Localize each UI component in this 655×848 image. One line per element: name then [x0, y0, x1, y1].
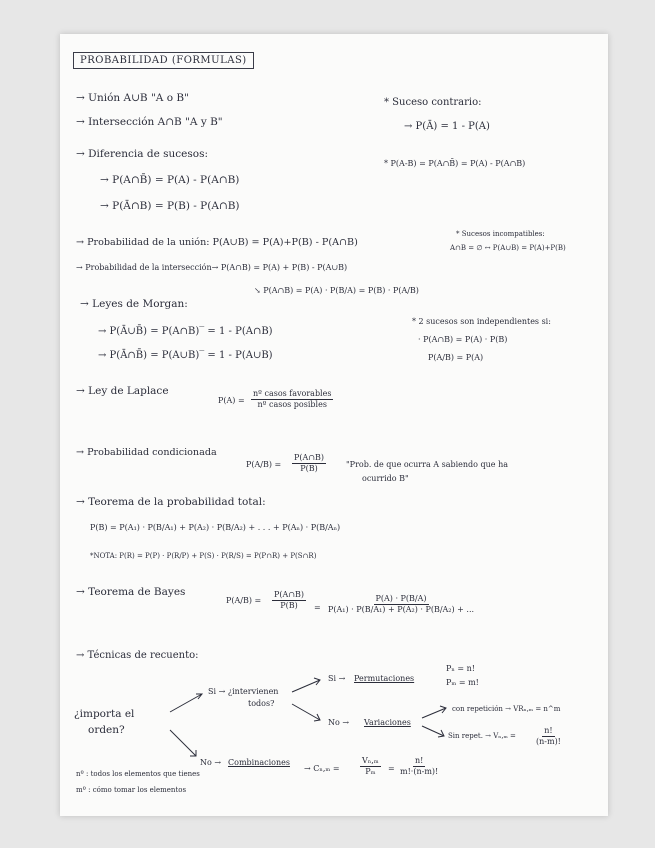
incompatibles-title: * Sucesos incompatibles: [456, 230, 545, 238]
contrario-formula: → P(Ā) = 1 - P(A) [404, 121, 490, 132]
bayes-numerator-2: P(A) · P(B/A) [375, 594, 427, 603]
combinaciones-fraction-2 [398, 756, 440, 776]
total-heading: → Teorema de la probabilidad total: [76, 496, 266, 508]
contrario-title: * Suceso contrario: [384, 97, 482, 108]
incompatibles-formula: A∩B = ∅ ↔ P(A∪B) = P(A)+P(B) [450, 244, 566, 252]
condicionada-denominator: P(B) [300, 463, 318, 473]
combinaciones-formula: → Cₙ,ₘ = [304, 764, 340, 773]
variaciones-denominator: (n-m)! [536, 736, 561, 746]
combinaciones-label: Combinaciones [228, 758, 290, 767]
union-line: → Unión A∪B "A o B" [76, 92, 189, 104]
variaciones-label: Variaciones [364, 718, 411, 727]
morgan-formula-1: → P(Ā∪B̄) = P(A∩B)‾ = 1 - P(A∩B) [98, 326, 273, 337]
condicionada-heading: → Probabilidad condicionada [76, 447, 217, 458]
laplace-denominator: nº casos posibles [257, 399, 327, 409]
laplace-lhs: P(A) = [218, 396, 245, 405]
condicionada-numerator: P(A∩B) [294, 453, 324, 462]
independientes-formula-2: P(A/B) = P(A) [428, 353, 484, 362]
morgan-heading: → Leyes de Morgan: [80, 298, 188, 310]
variaciones-numerator: n! [544, 726, 553, 735]
page-title: PROBABILIDAD (FORMULAS) [73, 52, 254, 69]
condicionada-note-2: ocurrido B" [362, 474, 409, 483]
independientes-formula-1: · P(A∩B) = P(A) · P(B) [418, 335, 508, 344]
condicionada-lhs: P(A/B) = [246, 460, 282, 469]
bayes-fraction-1 [272, 590, 306, 610]
combinaciones-numerator-1: Vₙ,ₘ [362, 756, 379, 765]
laplace-fraction [251, 389, 333, 409]
bayes-numerator-1: P(A∩B) [274, 590, 304, 599]
laplace-numerator: nº casos favorables [253, 389, 332, 398]
morgan-formula-2: → P(Ā∩B̄) = P(A∪B)‾ = 1 - P(A∪B) [98, 350, 273, 361]
combinaciones-denominator-2: m!·(n-m)! [400, 766, 439, 776]
total-nota: *NOTA: P(R) = P(P) · P(R/P) + P(S) · P(R/S) = P(P∩R) + P(S∩R) [90, 552, 317, 560]
permutaciones-formula-2: Pₘ = m! [446, 678, 479, 687]
combinaciones-equals: = [388, 764, 395, 773]
combinaciones-no: No → [200, 758, 222, 767]
variaciones-sin-repeticion: Sin repet. → Vₙ,ₘ = [448, 732, 516, 740]
condicionada-fraction [292, 453, 326, 473]
permutaciones-si: Si → [328, 674, 346, 683]
bayes-lhs: P(A/B) = [226, 596, 262, 605]
bayes-denominator-1: P(B) [280, 600, 298, 610]
si-intervienen-todos: todos? [248, 699, 275, 708]
prob-union-line: → Probabilidad de la unión: P(A∪B) = P(A)+P(B) - P(A∩B) [76, 237, 358, 248]
combinaciones-denominator-1: Pₘ [365, 766, 376, 776]
bayes-heading: → Teorema de Bayes [76, 586, 186, 598]
diferencia-heading: → Diferencia de sucesos: [76, 148, 208, 160]
independientes-title: * 2 sucesos son independientes si: [412, 317, 551, 326]
total-formula: P(B) = P(A₁) · P(B/A₁) + P(A₂) · P(B/A₂) + . . . + P(Aₙ) · P(B/Aₙ) [90, 523, 341, 532]
bayes-equals: = [314, 603, 321, 612]
footnote-n: nº : todos los elementos que tienes [76, 770, 200, 778]
prob-interseccion-line: → Probabilidad de la intersección→ P(A∩B) = P(A) + P(B) - P(A∪B) [76, 263, 348, 272]
diferencia-formula-1: → P(A∩B̄) = P(A) - P(A∩B) [100, 174, 240, 186]
recuento-heading: → Técnicas de recuento: [76, 650, 199, 661]
variaciones-no: No → [328, 718, 350, 727]
laplace-heading: → Ley de Laplace [76, 385, 169, 397]
combinaciones-fraction-1 [360, 756, 381, 776]
variaciones-fraction [534, 726, 563, 746]
importa-orden-1: ¿importa el [74, 708, 135, 720]
bayes-denominator-2: P(A₁) · P(B/A₁) + P(A₂) · P(B/A₂) + ... [328, 604, 475, 614]
interseccion-line: → Intersección A∩B "A y B" [76, 116, 223, 128]
combinaciones-numerator-2: n! [414, 756, 424, 765]
footnote-m: mº : cómo tomar los elementos [76, 786, 187, 794]
prob-interseccion-line-2: ↘ P(A∩B) = P(A) · P(B/A) = P(B) · P(A/B) [254, 286, 419, 295]
importa-orden-2: orden? [88, 724, 125, 736]
diferencia-note: * P(A-B) = P(A∩B̄) = P(A) - P(A∩B) [384, 159, 526, 168]
condicionada-note-1: "Prob. de que ocurra A sabiendo que ha [346, 460, 508, 469]
permutaciones-label: Permutaciones [354, 674, 415, 683]
diferencia-formula-2: → P(Ā∩B) = P(B) - P(A∩B) [100, 200, 240, 212]
si-intervienen: Si → ¿intervienen [208, 687, 279, 696]
variaciones-con-repeticion: con repetición → VRₙ,ₘ = n^m [452, 705, 561, 713]
permutaciones-formula-1: Pₙ = n! [446, 664, 475, 673]
bayes-fraction-2 [326, 594, 476, 614]
